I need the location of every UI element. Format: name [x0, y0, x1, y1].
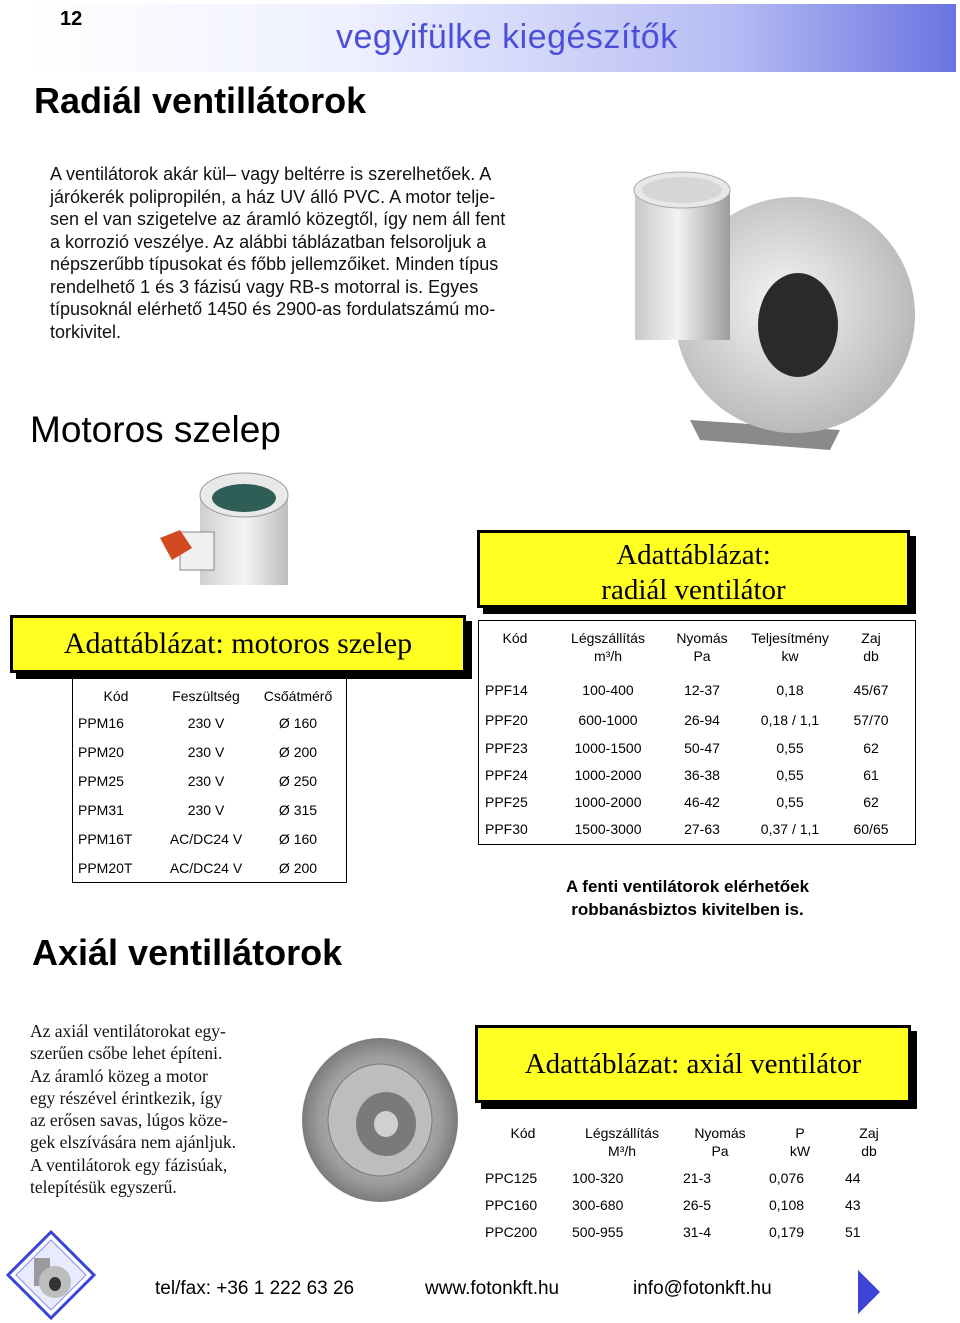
- radial-cell: PPF30: [485, 821, 528, 837]
- radial-line: torkivitel.: [50, 321, 122, 342]
- radial-cell: PPF20: [485, 712, 528, 728]
- axial-cell: 31-4: [683, 1224, 712, 1240]
- radial-cell: PPF23: [485, 740, 528, 756]
- footer-phone: tel/fax: +36 1 222 63 26: [155, 1278, 355, 1299]
- axial-header-unit: M³/h: [608, 1143, 636, 1159]
- valve-cell: 230 V: [187, 802, 225, 818]
- radial-cell: PPF14: [485, 682, 528, 698]
- axial-line: telepítésük egyszerű.: [30, 1177, 177, 1198]
- valve-cell: PPM20: [78, 744, 124, 760]
- valve-table-title: Adattáblázat: motoros szelep: [63, 627, 413, 660]
- axial-fan-image: [290, 1025, 465, 1215]
- page-number: 12: [60, 8, 83, 30]
- radial-paragraph: [50, 163, 590, 343]
- radial-cell: 100-400: [582, 682, 634, 698]
- axial-line: gek elszívására nem ajánljuk.: [30, 1132, 237, 1153]
- radial-cell: 0,55: [776, 740, 804, 756]
- radial-header-unit: db: [863, 648, 879, 664]
- radial-cell: 61: [863, 767, 879, 783]
- radial-note: [500, 875, 875, 921]
- axial-cell: 43: [845, 1197, 861, 1213]
- valve-cell: 230 V: [187, 715, 225, 731]
- footer-website[interactable]: www.fotonkft.hu: [425, 1278, 560, 1299]
- valve-header-cell: Kód: [103, 688, 129, 704]
- axial-line: egy részével érintkezik, így: [30, 1087, 223, 1108]
- axial-header-cell: Zaj: [859, 1125, 879, 1141]
- axial-table-title: Adattáblázat: axiál ventilátor: [524, 1048, 862, 1080]
- axial-header-cell: Kód: [510, 1125, 536, 1141]
- radial-cell: 0,18: [776, 682, 804, 698]
- valve-cell: Ø 160: [278, 715, 318, 731]
- radial-header-cell: Légszállítás: [571, 630, 645, 646]
- radial-fan-logo-icon: [6, 1230, 96, 1320]
- radial-line: rendelhető 1 és 3 fázisú vagy RB-s motorral is. Egyes: [50, 276, 479, 297]
- radial-cell: 0,55: [776, 794, 804, 810]
- radial-cell: 0,18 / 1,1: [760, 712, 820, 728]
- valve-cell: 230 V: [187, 744, 225, 760]
- radial-cell: 62: [863, 740, 879, 756]
- radial-cell: 27-63: [684, 821, 720, 837]
- valve-table-title-box: [10, 615, 466, 673]
- axial-cell: 26-5: [683, 1197, 712, 1213]
- radial-fan-image: [620, 150, 940, 460]
- valve-cell: PPM31: [78, 802, 124, 818]
- radial-cell: 0,37 / 1,1: [760, 821, 820, 837]
- next-page-arrow-icon[interactable]: [858, 1270, 880, 1314]
- radial-cell: 1000-1500: [574, 740, 642, 756]
- valve-cell: PPM16T: [78, 831, 133, 847]
- radial-cell: 1000-2000: [574, 767, 642, 783]
- radial-table-title-line: Adattáblázat:: [616, 539, 771, 571]
- valve-image: [158, 460, 293, 590]
- valve-header-cell: Csőátmérő: [263, 688, 333, 704]
- axial-header-cell: Nyomás: [694, 1125, 746, 1141]
- radial-header-cell: Teljesítmény: [751, 630, 829, 646]
- axial-cell: 0,108: [769, 1197, 805, 1213]
- axial-cell: 51: [845, 1224, 861, 1240]
- axial-cell: 44: [845, 1170, 861, 1186]
- radial-cell: PPF25: [485, 794, 528, 810]
- radial-note-line: A fenti ventilátorok elérhetőek: [565, 877, 810, 896]
- valve-cell: Ø 160: [278, 831, 318, 847]
- radial-cell: 26-94: [684, 712, 720, 728]
- radial-cell: 57/70: [853, 712, 889, 728]
- radial-cell: 36-38: [684, 767, 720, 783]
- radial-cell: 45/67: [853, 682, 889, 698]
- axial-line: Az áramló közeg a motor: [30, 1065, 208, 1086]
- radial-line: népszerűbb típusokat és főbb jellemzőiket. Minden típus: [50, 254, 499, 274]
- radial-cell: 1500-3000: [574, 821, 642, 837]
- axial-cell: 100-320: [572, 1170, 624, 1186]
- radial-note-line: robbanásbiztos kivitelben is.: [571, 900, 804, 919]
- radial-cell: 60/65: [853, 821, 889, 837]
- axial-header-unit: db: [861, 1143, 877, 1159]
- valve-cell: AC/DC24 V: [169, 860, 243, 876]
- axial-line: az erősen savas, lúgos köze-: [30, 1110, 228, 1131]
- valve-cell: Ø 200: [278, 744, 318, 760]
- radial-header-cell: Kód: [502, 630, 528, 646]
- radial-header-unit: m³/h: [594, 648, 622, 664]
- radial-title: Radiál ventillátorok: [34, 80, 367, 121]
- radial-cell: 12-37: [684, 682, 720, 698]
- valve-cell: Ø 250: [278, 773, 318, 789]
- valve-cell: PPM16: [78, 715, 124, 731]
- radial-cell: 1000-2000: [574, 794, 642, 810]
- axial-line: Az axiál ventilátorokat egy-: [30, 1021, 226, 1041]
- axial-cell: 300-680: [572, 1197, 624, 1213]
- axial-cell: PPC125: [485, 1170, 538, 1186]
- axial-header-unit: Pa: [711, 1143, 729, 1159]
- valve-cell: PPM20T: [78, 860, 133, 876]
- radial-table-title-box: [477, 530, 910, 608]
- radial-cell: 50-47: [684, 740, 720, 756]
- radial-cell: PPF24: [485, 767, 528, 783]
- radial-line: járókerék polipropilén, a ház UV álló PVC. A motor telje-: [50, 186, 496, 207]
- radial-line: típusoknál elérhető 1450 és 2900-as fordulatszámú mo-: [50, 299, 496, 319]
- valve-title: Motoros szelep: [30, 409, 281, 450]
- radial-header-unit: Pa: [693, 648, 711, 664]
- axial-table-title-box: [475, 1025, 911, 1103]
- radial-cell: 600-1000: [578, 712, 638, 728]
- axial-cell: 0,076: [769, 1170, 805, 1186]
- axial-line: A ventilátorok egy fázisúak,: [30, 1154, 228, 1175]
- axial-paragraph: [30, 1020, 280, 1198]
- section-title: vegyifülke kiegészítők: [336, 18, 678, 56]
- radial-header-cell: Nyomás: [676, 630, 728, 646]
- radial-cell: 0,55: [776, 767, 804, 783]
- radial-line: a korrozió veszélye. Az alábbi táblázatban felsoroljuk a: [50, 231, 487, 252]
- axial-line: szerűen csőbe lehet építeni.: [30, 1043, 223, 1064]
- radial-line: sen el van szigetelve az áramló közegtől, így nem áll fent: [50, 209, 506, 229]
- radial-cell: 46-42: [684, 794, 720, 810]
- radial-table-title-line: radiál ventilátor: [601, 574, 786, 606]
- axial-header-cell: Légszállítás: [585, 1125, 659, 1141]
- axial-cell: PPC160: [485, 1197, 538, 1213]
- valve-cell: 230 V: [187, 773, 225, 789]
- axial-title: Axiál ventillátorok: [32, 932, 343, 973]
- axial-header-cell: P: [795, 1125, 805, 1141]
- valve-cell: Ø 200: [278, 860, 318, 876]
- axial-cell: 500-955: [572, 1224, 624, 1240]
- radial-header-unit: kw: [781, 648, 799, 664]
- axial-header-unit: kW: [789, 1143, 811, 1159]
- valve-header-cell: Feszültség: [172, 688, 240, 704]
- axial-cell: PPC200: [485, 1224, 538, 1240]
- footer-email[interactable]: info@fotonkft.hu: [633, 1278, 772, 1299]
- valve-cell: PPM25: [78, 773, 124, 789]
- radial-line: A ventilátorok akár kül– vagy beltérre is szerelhetőek. A: [50, 164, 492, 184]
- valve-cell: Ø 315: [278, 802, 318, 818]
- axial-cell: 0,179: [769, 1224, 805, 1240]
- valve-cell: AC/DC24 V: [169, 831, 243, 847]
- axial-cell: 21-3: [683, 1170, 712, 1186]
- radial-header-cell: Zaj: [861, 630, 881, 646]
- radial-cell: 62: [863, 794, 879, 810]
